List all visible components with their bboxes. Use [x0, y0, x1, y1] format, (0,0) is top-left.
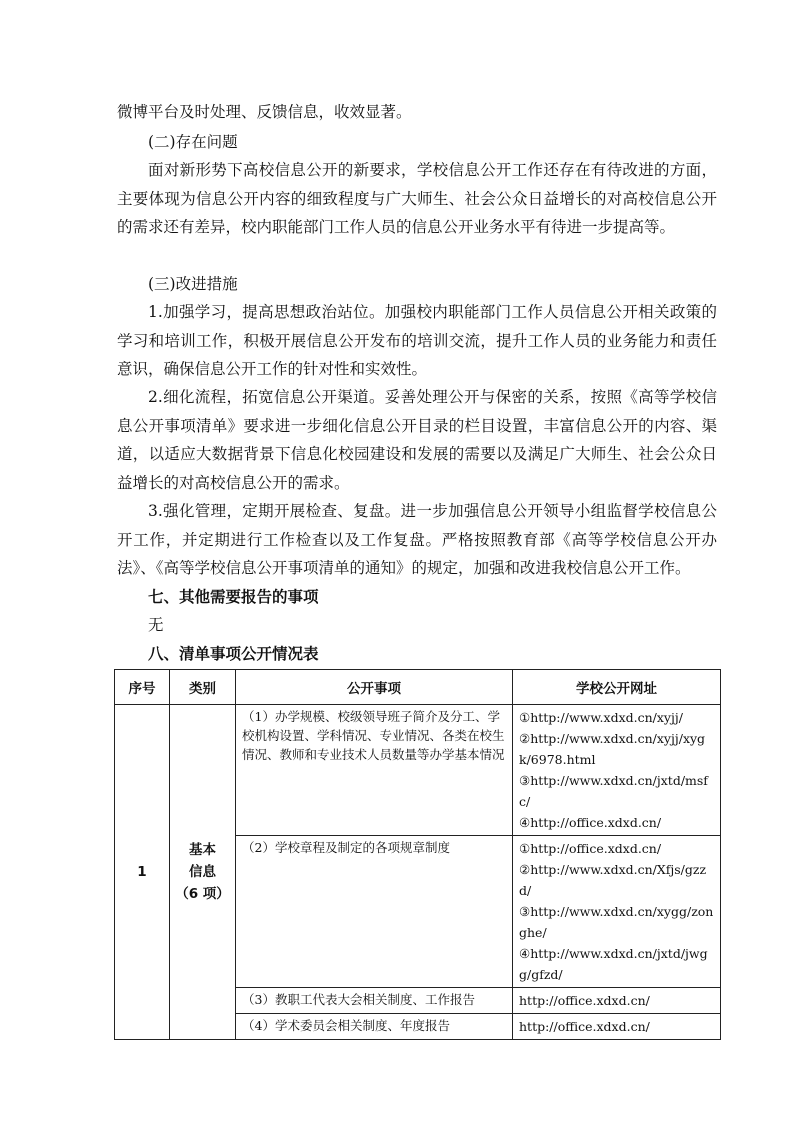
- header-item: 公开事项: [236, 670, 513, 705]
- header-index: 序号: [115, 670, 170, 705]
- url-link[interactable]: http://office.xdxd.cn/: [519, 1019, 650, 1034]
- section-list-title: 八、清单事项公开情况表: [148, 645, 319, 663]
- url-link[interactable]: ②http://www.xdxd.cn/xyjj/xygk/6978.html: [519, 731, 706, 767]
- url-cell: [513, 1014, 721, 1040]
- section-problems-title: (二)存在问题: [148, 133, 238, 151]
- item-cell: （3）教职工代表大会相关制度、工作报告: [236, 988, 513, 1014]
- table-header-row: [115, 670, 721, 705]
- item-cell: （1）办学规模、校级领导班子简介及分工、学校机构设置、学科情况、专业情况、各类在校生情况、教师和专业技术人员数量等办学基本情况: [236, 705, 513, 836]
- disclosure-table: [114, 669, 721, 1040]
- url-cell: [513, 705, 721, 836]
- group-category: [170, 705, 236, 1040]
- header-category: 类别: [170, 670, 236, 705]
- header-url: 学校公开网址: [513, 670, 721, 705]
- group-index: 1: [115, 705, 170, 1040]
- section-other-body: 无: [148, 616, 164, 634]
- url-link[interactable]: ②http://www.xdxd.cn/Xfjs/gzzd/: [519, 862, 707, 898]
- url-cell: [513, 988, 721, 1014]
- url-cell: [513, 836, 721, 988]
- url-link[interactable]: ④http://office.xdxd.cn/: [519, 815, 662, 830]
- measure-item-2: 2.细化流程，拓宽信息公开渠道。妥善处理公开与保密的关系，按照《高等学校信息公开事项清单》要求进一步细化信息公开目录的栏目设置，丰富信息公开的内容、渠道，以适应大数据背景下信息化校园建设和发展的需要以及满足广大师生、社会公众日益增长的对高校信息公开的需求。: [117, 388, 717, 492]
- url-link[interactable]: ①http://office.xdxd.cn/: [519, 841, 662, 856]
- url-link[interactable]: ①http://www.xdxd.cn/xyjj/: [519, 710, 683, 725]
- url-link[interactable]: http://office.xdxd.cn/: [519, 993, 650, 1008]
- item-cell: （2）学校章程及制定的各项规章制度: [236, 836, 513, 988]
- intro-line: 微博平台及时处理、反馈信息，收效显著。: [117, 103, 412, 121]
- table-row: [115, 705, 721, 836]
- category-line: （6 项）: [175, 886, 230, 902]
- section-measures-title: (三)改进措施: [148, 275, 238, 293]
- url-link[interactable]: ④http://www.xdxd.cn/jxtd/jwgg/gfzd/: [519, 946, 708, 982]
- section-other-title: 七、其他需要报告的事项: [148, 588, 319, 606]
- category-line: 信息: [189, 864, 216, 880]
- category-line: 基本: [189, 842, 216, 858]
- item-cell: （4）学术委员会相关制度、年度报告: [236, 1014, 513, 1040]
- url-link[interactable]: ③http://www.xdxd.cn/xygg/zonghe/: [519, 904, 714, 940]
- measure-item-3: 3.强化管理，定期开展检查、复盘。进一步加强信息公开领导小组监督学校信息公开工作，并定期进行工作检查以及工作复盘。严格按照教育部《高等学校信息公开办法》、《高等学校信息公开事项清单的通知》的规定，加强和改进我校信息公开工作。: [117, 502, 717, 577]
- section-problems-body: 面对新形势下高校信息公开的新要求，学校信息公开工作还存在有待改进的方面，主要体现为信息公开内容的细致程度与广大师生、社会公众日益增长的对高校信息公开的需求还有差异，校内职能部门工作人员的信息公开业务水平有待进一步提高等。: [117, 161, 717, 236]
- measure-item-1: 1.加强学习，提高思想政治站位。加强校内职能部门工作人员信息公开相关政策的学习和培训工作，积极开展信息公开发布的培训交流，提升工作人员的业务能力和责任意识，确保信息公开工作的针对性和实效性。: [117, 303, 717, 378]
- url-link[interactable]: ③http://www.xdxd.cn/jxtd/msfc/: [519, 773, 708, 809]
